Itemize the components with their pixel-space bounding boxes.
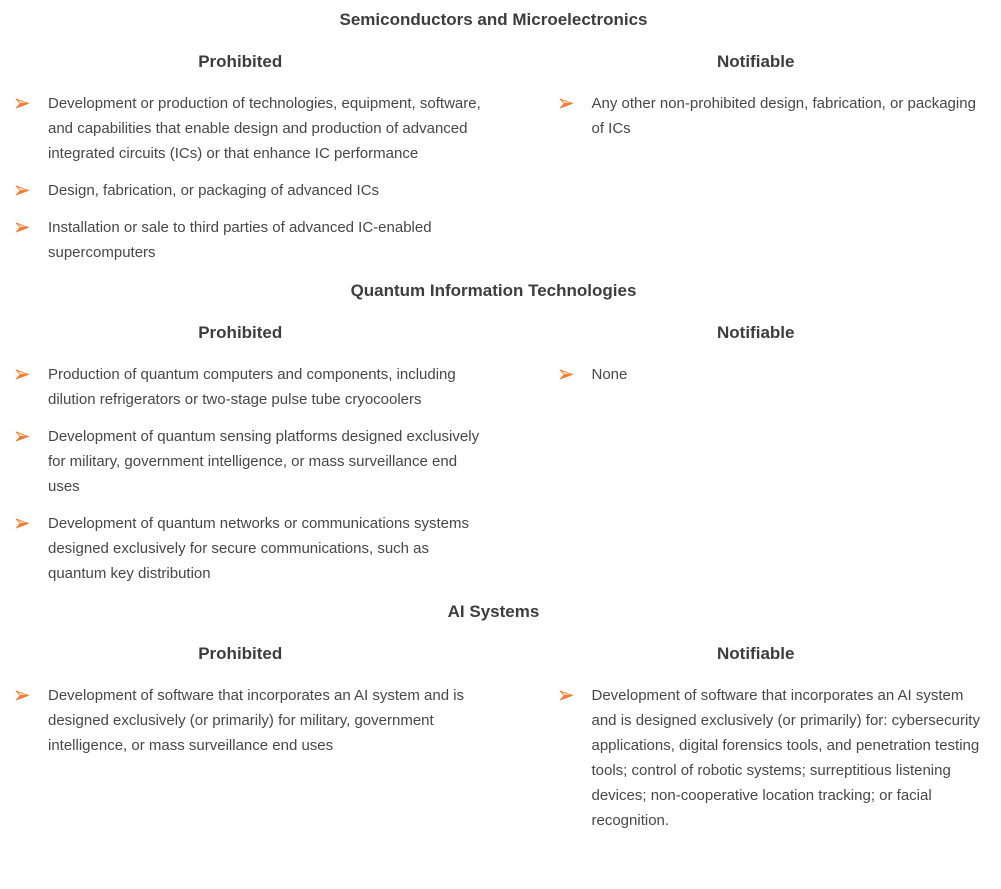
section-columns — [0, 644, 1001, 833]
list-item-text: Development of software that incorporates an AI system and is designed exclusively (or primarily) for military, government intelligence, or mass surveillance end uses — [48, 687, 465, 754]
list-item-text: Installation or sale to third parties of advanced IC-enabled supercomputers — [48, 219, 432, 261]
prohibited-list — [14, 91, 491, 265]
prohibited-list — [14, 362, 491, 586]
section-title: Quantum Information Technologies — [350, 281, 637, 300]
list-item-text: Development of quantum sensing platforms designed exclusively for military, government intelligence, or mass surveillance end uses — [48, 428, 480, 495]
arrowhead-bullet-icon — [15, 369, 30, 380]
arrowhead-bullet-icon — [559, 98, 574, 109]
section-title: AI Systems — [447, 602, 540, 621]
list-item — [14, 511, 491, 586]
arrowhead-bullet-icon — [15, 222, 30, 233]
section-title: Semiconductors and Microelectronics — [339, 10, 648, 29]
list-item — [14, 362, 491, 412]
arrowhead-bullet-icon — [15, 690, 30, 701]
notifiable-header: Notifiable — [717, 644, 795, 663]
section-columns — [0, 52, 1001, 265]
list-item-text: Any other non-prohibited design, fabrication, or packaging of ICs — [591, 95, 976, 137]
arrowhead-bullet-icon — [15, 518, 30, 529]
prohibited-list — [14, 683, 491, 758]
list-item — [14, 424, 491, 499]
prohibited-column — [0, 323, 501, 586]
prohibited-column — [0, 52, 501, 265]
section-columns — [0, 323, 1001, 586]
notifiable-list — [558, 683, 988, 833]
list-item-text: Design, fabrication, or packaging of advanced ICs — [48, 182, 380, 199]
arrowhead-bullet-icon — [15, 431, 30, 442]
list-item — [14, 178, 491, 203]
notifiable-header: Notifiable — [717, 52, 795, 71]
arrowhead-bullet-icon — [15, 98, 30, 109]
prohibited-header: Prohibited — [198, 323, 283, 342]
list-item — [14, 215, 491, 265]
notifiable-column — [501, 644, 1001, 833]
prohibited-header: Prohibited — [198, 644, 283, 663]
list-item-text: Development of quantum networks or communications systems designed exclusively for secure communications, such as quantum key distribution — [48, 515, 470, 582]
section-quantum — [0, 281, 1001, 586]
list-item — [558, 91, 988, 141]
prohibited-column — [0, 644, 501, 833]
list-item-text: Development or production of technologies, equipment, software, and capabilities that enable design and production of advanced integrated circuits (ICs) or that enhance IC performance — [48, 95, 481, 162]
list-item — [558, 683, 988, 833]
list-item — [14, 91, 491, 166]
list-item-text: Production of quantum computers and components, including dilution refrigerators or two-stage pulse tube cryocoolers — [48, 366, 456, 408]
arrowhead-bullet-icon — [559, 369, 574, 380]
section-semiconductors — [0, 10, 1001, 265]
list-item-text: None — [591, 366, 628, 383]
list-item — [558, 362, 988, 387]
notifiable-column — [501, 323, 1001, 586]
arrowhead-bullet-icon — [15, 185, 30, 196]
notifiable-list — [558, 362, 988, 387]
notifiable-header: Notifiable — [717, 323, 795, 342]
list-item — [14, 683, 491, 758]
prohibited-header: Prohibited — [198, 52, 283, 71]
section-ai-systems — [0, 602, 1001, 833]
notifiable-list — [558, 91, 988, 141]
list-item-text: Development of software that incorporates an AI system and is designed exclusively (or primarily) for: cybersecurity applications, digital forensics tools, and penetration testing tools; control of robotic systems; surreptitious listening devices; non-cooperative location tracking; or facial recognition. — [591, 687, 980, 829]
arrowhead-bullet-icon — [559, 690, 574, 701]
notifiable-column — [501, 52, 1001, 265]
